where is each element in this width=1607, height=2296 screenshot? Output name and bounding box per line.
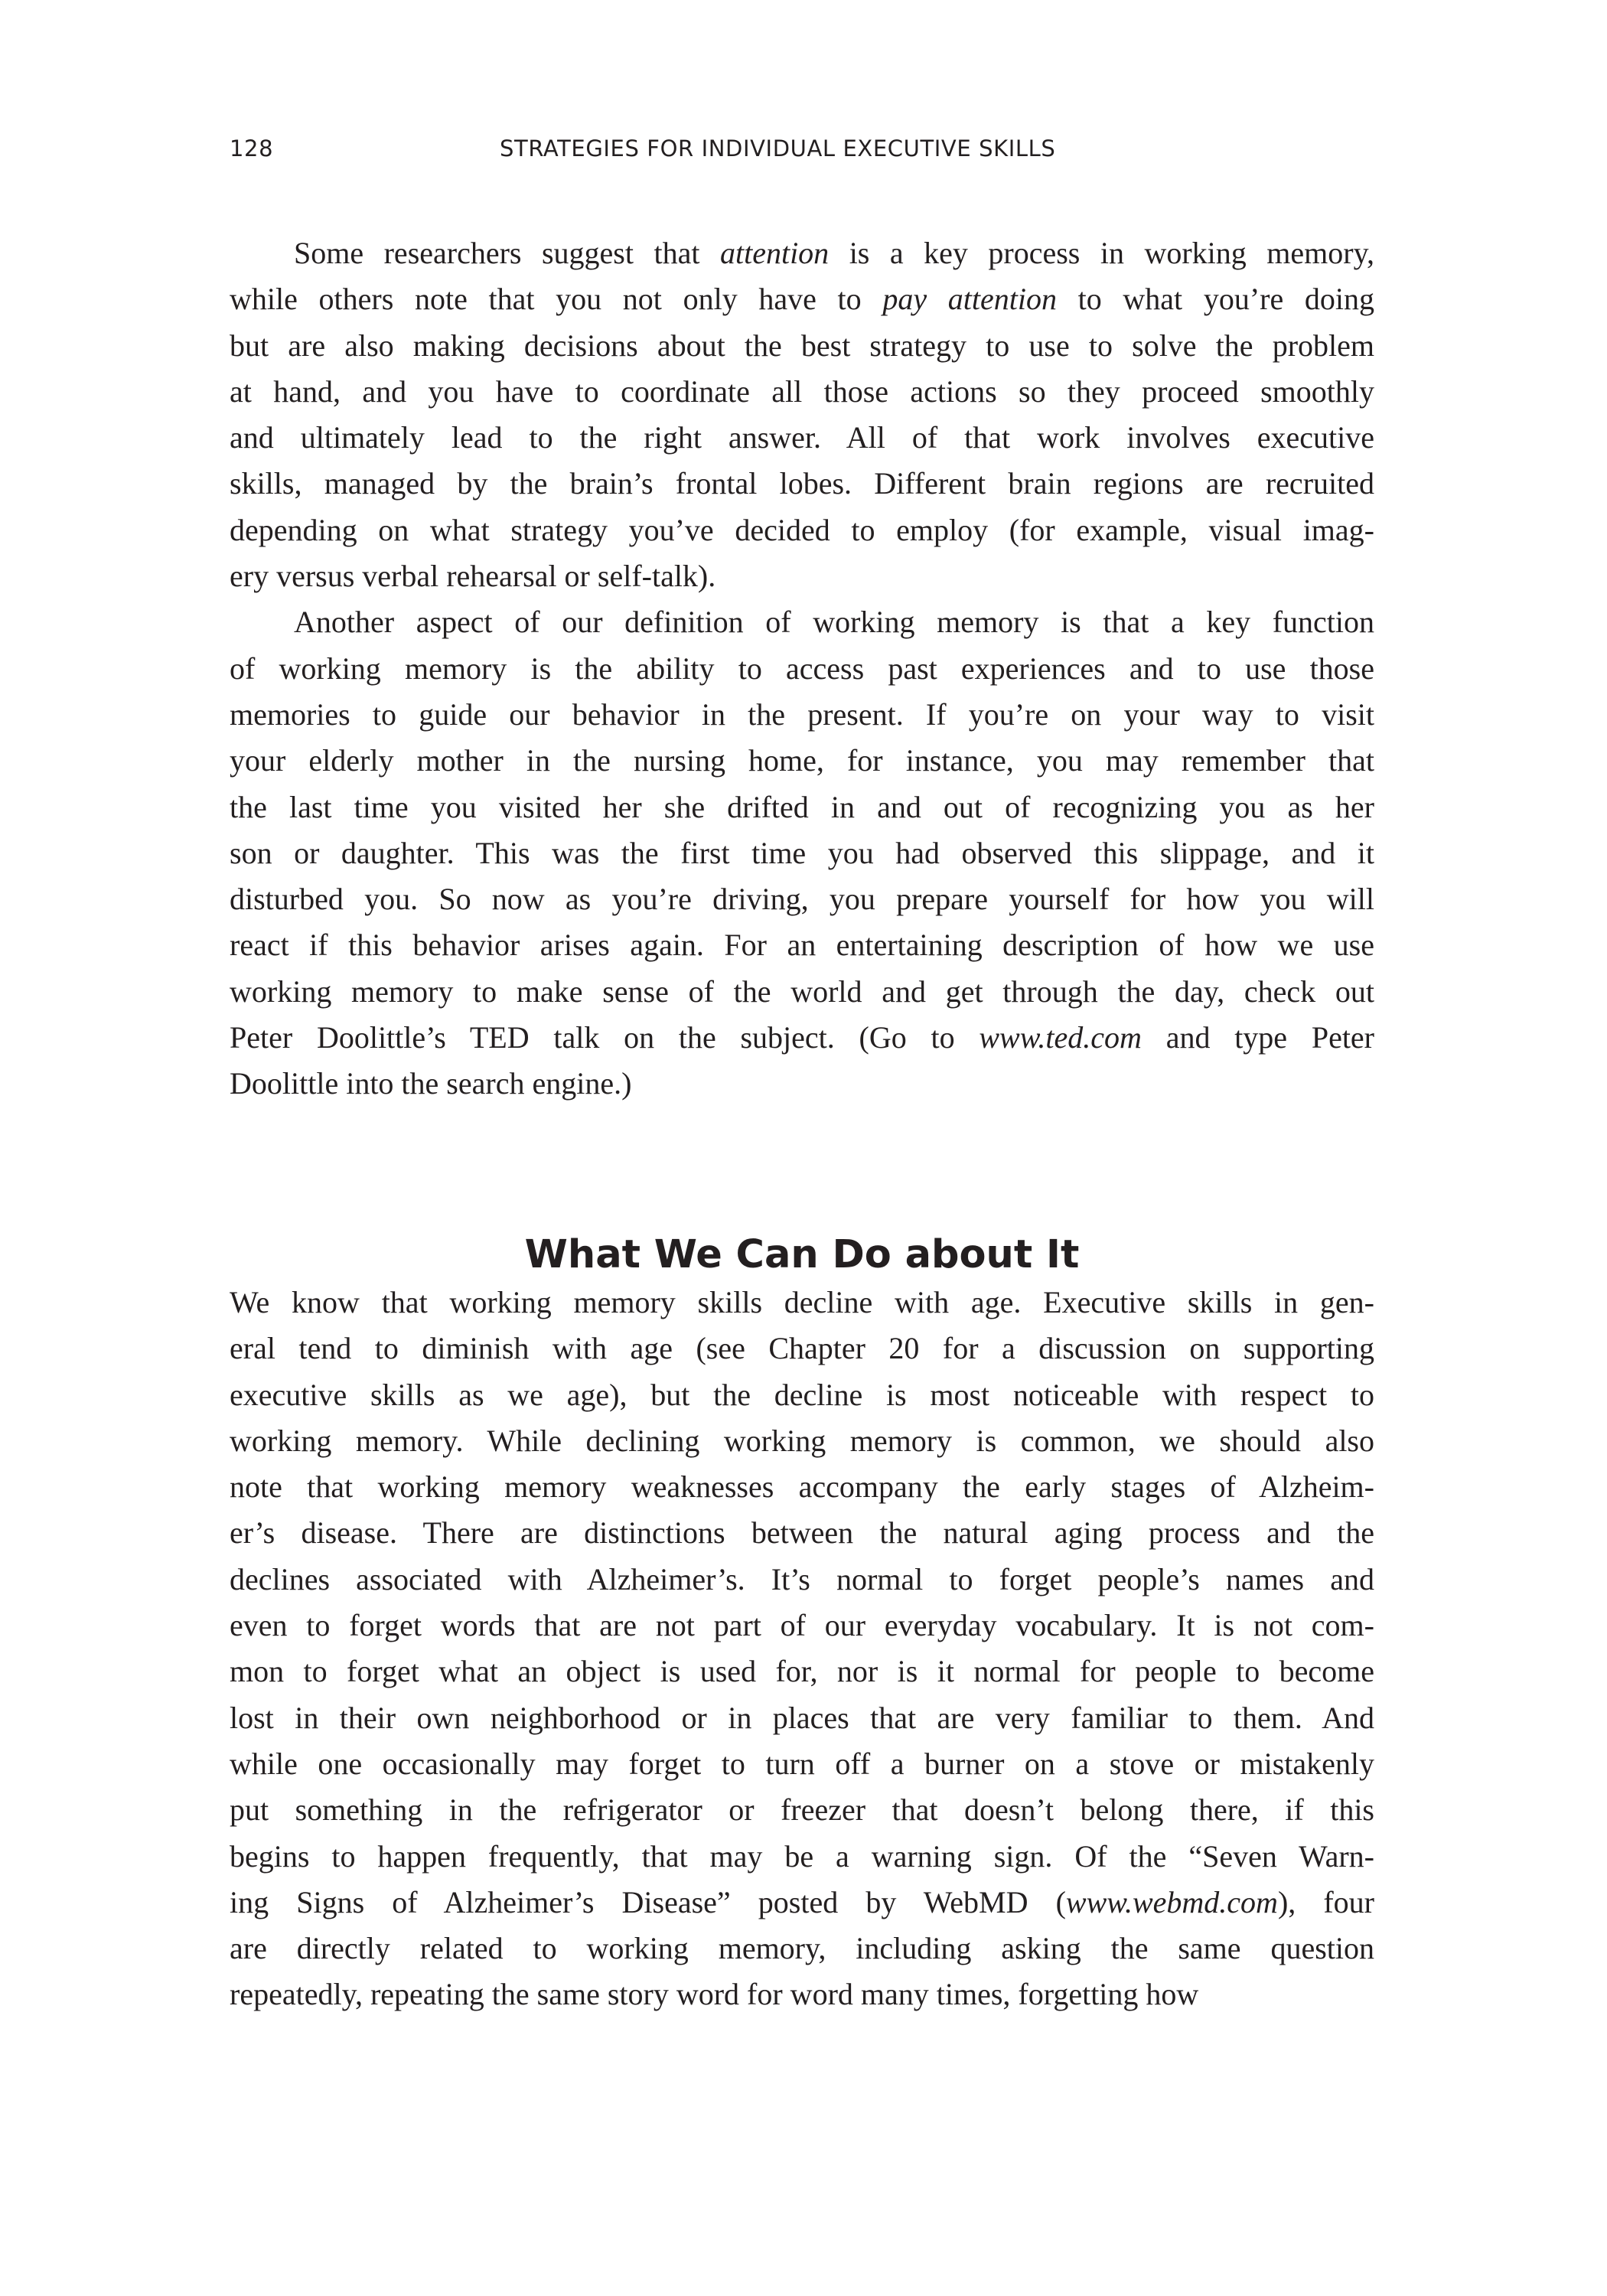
text-run: your elderly mother in the nursing home, for instance, you may remember that — [230, 743, 1374, 778]
text-run: declines associated with Alzheimer’s. It’s normal to forget people’s names and — [230, 1561, 1374, 1596]
text-run: but are also making decisions about the best strategy to use to solve the problem — [230, 328, 1374, 363]
text-run: ery versus verbal rehearsal or self-talk). — [230, 559, 716, 594]
text-run: the last time you visited her she drifted in and out of recognizing you as her — [230, 789, 1374, 824]
text-run: We know that working memory skills decline with age. Executive skills in gen- — [230, 1285, 1374, 1319]
text-line — [230, 1926, 1374, 1971]
text-run: Doolittle into the search engine.) — [230, 1066, 632, 1101]
text-run: working memory. While declining working memory is common, we should also — [230, 1423, 1374, 1458]
text-line — [230, 415, 1374, 461]
emphasized-text: pay attention — [882, 282, 1057, 317]
text-line — [230, 1015, 1374, 1061]
text-run: while others note that you not only have to — [230, 282, 883, 317]
text-run: even to forget words that are not part of our everyday vocabulary. It is not com- — [230, 1608, 1374, 1643]
text-run: Some researchers suggest that — [294, 236, 720, 270]
text-line — [230, 1603, 1374, 1649]
text-line — [230, 553, 1374, 599]
text-run: eral tend to diminish with age (see Chapter 20 for a discussion on supporting — [230, 1331, 1374, 1366]
text-line — [230, 1741, 1374, 1787]
text-run: react if this behavior arises again. For an entertaining description of how we use — [230, 928, 1374, 963]
text-line — [230, 1834, 1374, 1880]
running-header — [230, 135, 1377, 172]
text-run: to what you’re doing — [1056, 282, 1375, 317]
text-line — [230, 784, 1374, 830]
text-line — [230, 1372, 1374, 1418]
text-line — [230, 969, 1374, 1015]
text-line — [230, 230, 1374, 276]
text-line — [230, 1464, 1374, 1510]
emphasized-text: attention — [719, 236, 830, 270]
text-line — [230, 369, 1374, 415]
text-run: note that working memory weaknesses accompany the early stages of Alzheim- — [230, 1469, 1374, 1505]
text-run: executive skills as we age), but the decline is most noticeable with respect to — [230, 1377, 1374, 1412]
text-run: er’s disease. There are distinctions between the natural aging process and the — [230, 1515, 1374, 1551]
text-run: put something in the refrigerator or freezer that doesn’t belong there, if this — [230, 1792, 1374, 1828]
section-heading: What We Can Do about It — [524, 1232, 1080, 1278]
text-run: and ultimately lead to the right answer. All of that work involves executive — [230, 420, 1374, 455]
text-line — [230, 599, 1374, 645]
text-run: disturbed you. So now as you’re driving, you prepare yourself for how you will — [230, 882, 1374, 917]
text-run: repeatedly, repeating the same story word for word many times, forgetting how — [230, 1977, 1199, 2012]
text-run: lost in their own neighborhood or in places that are very familiar to them. And — [230, 1700, 1374, 1735]
text-run: at hand, and you have to coordinate all those actions so they proceed smoothly — [230, 373, 1374, 409]
text-line — [230, 1326, 1374, 1371]
text-run: Another aspect of our definition of working memory is that a key function — [294, 605, 1374, 640]
text-line — [230, 1061, 1374, 1107]
text-line — [230, 1971, 1374, 2017]
text-run: memories to guide our behavior in the present. If you’re on your way to visit — [230, 696, 1374, 732]
text-run: Peter Doolittle’s TED talk on the subject. (Go to — [230, 1020, 980, 1055]
text-run: begins to happen frequently, that may be a warning sign. Of the “Seven Warn- — [230, 1838, 1374, 1874]
emphasized-text: www.webmd.com — [1065, 1884, 1278, 1919]
running-title: STRATEGIES FOR INDIVIDUAL EXECUTIVE SKILLS — [500, 135, 1056, 161]
text-line — [230, 461, 1374, 507]
body-text-lower — [230, 1280, 1374, 2018]
text-line — [230, 507, 1374, 553]
text-run: son or daughter. This was the first time you had observed this slippage, and it — [230, 835, 1374, 870]
text-line — [230, 692, 1374, 738]
text-run: of working memory is the ability to access past experiences and to use those — [230, 651, 1374, 686]
text-line — [230, 323, 1374, 369]
text-run: depending on what strategy you’ve decided to employ (for example, visual imag- — [230, 512, 1374, 547]
text-run: and type Peter — [1141, 1020, 1375, 1055]
text-line — [230, 1280, 1374, 1326]
paragraph — [230, 230, 1374, 599]
text-line — [230, 1510, 1374, 1556]
text-run: are directly related to working memory, including asking the same question — [230, 1931, 1374, 1966]
emphasized-text: www.ted.com — [979, 1020, 1142, 1055]
text-line — [230, 1695, 1374, 1741]
text-run: skills, managed by the brain’s frontal lobes. Different brain regions are recruited — [230, 466, 1374, 501]
text-line — [230, 276, 1374, 322]
text-line — [230, 1418, 1374, 1464]
text-line — [230, 1787, 1374, 1833]
paragraph — [230, 599, 1374, 1107]
text-line — [230, 830, 1374, 876]
text-run: mon to forget what an object is used for, nor is it normal for people to become — [230, 1654, 1374, 1689]
text-line — [230, 646, 1374, 692]
text-run: ), four — [1277, 1884, 1375, 1919]
page-number: 128 — [230, 135, 274, 161]
text-run: working memory to make sense of the world and get through the day, check out — [230, 974, 1374, 1009]
text-line — [230, 1649, 1374, 1694]
text-line — [230, 738, 1374, 784]
text-line — [230, 1880, 1374, 1926]
text-run: is a key process in working memory, — [829, 236, 1374, 270]
text-run: ing Signs of Alzheimer’s Disease” posted by WebMD ( — [230, 1884, 1066, 1919]
text-line — [230, 922, 1374, 968]
body-text-upper — [230, 230, 1374, 1107]
text-run: while one occasionally may forget to turn off a burner on a stove or mistakenly — [230, 1746, 1374, 1781]
paragraph — [230, 1280, 1374, 2018]
text-line — [230, 876, 1374, 922]
text-line — [230, 1557, 1374, 1603]
